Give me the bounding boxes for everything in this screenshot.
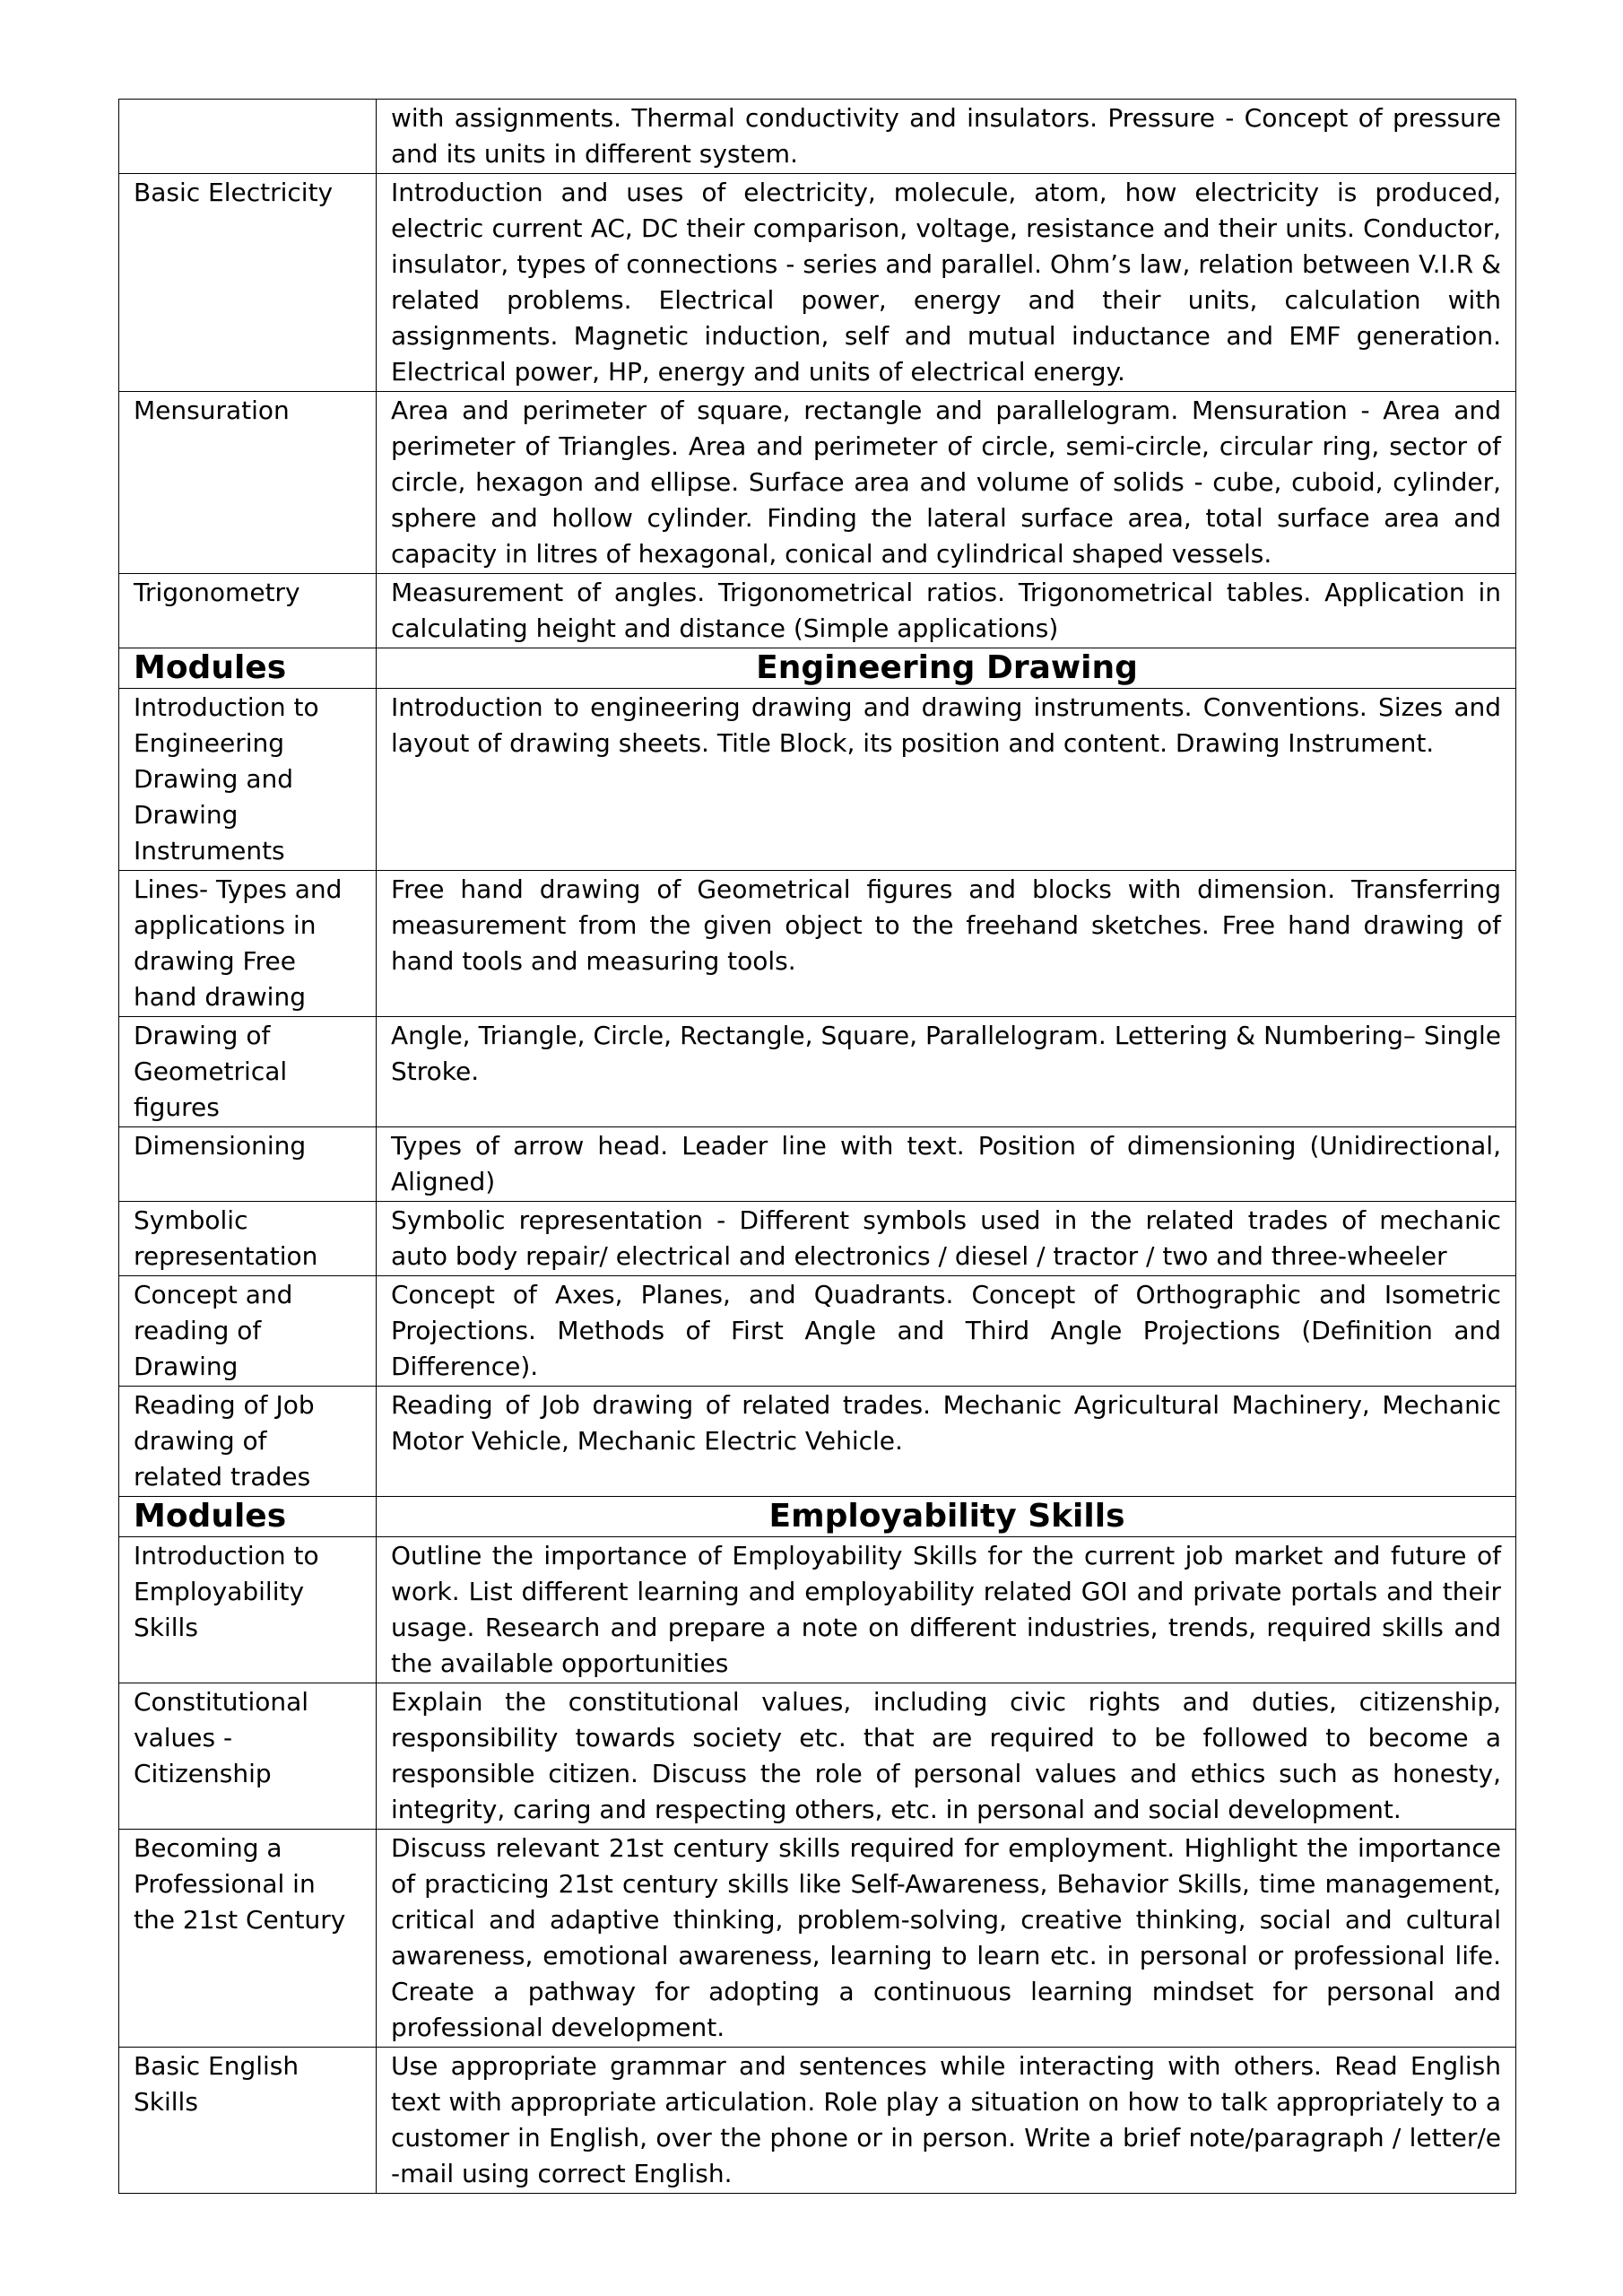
section-title-cell: Engineering Drawing [377,648,1516,689]
table-row [119,1127,1516,1202]
module-name-cell: Drawing of Geometrical figures [119,1017,377,1127]
syllabus-table [118,99,1516,2194]
table-row [119,1017,1516,1127]
table-row [119,871,1516,1017]
module-name-cell: Introduction to Employability Skills [119,1537,377,1683]
section-header-row [119,648,1516,689]
section-title-cell: Employability Skills [377,1497,1516,1537]
table-row [119,174,1516,392]
module-description-cell: with assignments. Thermal conductivity and insulators. Pressure - Concept of pressure and its units in different system. [377,100,1516,174]
module-name-cell: Trigonometry [119,574,377,648]
module-description-cell: Use appropriate grammar and sentences while interacting with others. Read English text with appropriate articulation. Role play a situation on how to talk appropriately to a customer in English, over the phone or in person. Write a brief note/paragraph / letter/e -mail using correct English. [377,2048,1516,2194]
section-header-row [119,1497,1516,1537]
module-name-cell: Basic English Skills [119,2048,377,2194]
module-description-cell: Symbolic representation - Different symbols used in the related trades of mechanic auto body repair/ electrical and electronics / diesel / tractor / two and three-wheeler [377,1202,1516,1276]
module-description-cell: Discuss relevant 21st century skills required for employment. Highlight the importance of practicing 21st century skills like Self-Awareness, Behavior Skills, time management, critical and adaptive thinking, problem-solving, creative thinking, social and cultural awareness, emotional awareness, learning to learn etc. in personal or professional life. Create a pathway for adopting a continuous learning mindset for personal and professional development. [377,1830,1516,2048]
table-row [119,2048,1516,2194]
module-description-cell: Area and perimeter of square, rectangle and parallelogram. Mensuration - Area and perimeter of Triangles. Area and perimeter of circle, semi-circle, circular ring, sector of circle, hexagon and ellipse. Surface area and volume of solids - cube, cuboid, cylinder, sphere and hollow cylinder. Finding the lateral surface area, total surface area and capacity in litres of hexagonal, conical and cylindrical shaped vessels. [377,392,1516,574]
module-name-cell: Basic Electricity [119,174,377,392]
table-row [119,1830,1516,2048]
table-row [119,1537,1516,1683]
table-row [119,392,1516,574]
module-name-cell: Introduction to Engineering Drawing and Drawing Instruments [119,689,377,871]
module-description-cell: Types of arrow head. Leader line with text. Position of dimensioning (Unidirectional, Aligned) [377,1127,1516,1202]
table-row [119,1202,1516,1276]
module-name-cell: Constitutional values - Citizenship [119,1683,377,1830]
module-description-cell: Free hand drawing of Geometrical figures and blocks with dimension. Transferring measurement from the given object to the freehand sketches. Free hand drawing of hand tools and measuring tools. [377,871,1516,1017]
module-description-cell: Reading of Job drawing of related trades. Mechanic Agricultural Machinery, Mechanic Motor Vehicle, Mechanic Electric Vehicle. [377,1387,1516,1497]
modules-header-cell: Modules [119,648,377,689]
module-name-cell: Symbolic representation [119,1202,377,1276]
module-name-cell: Mensuration [119,392,377,574]
table-row [119,574,1516,648]
module-name-cell: Dimensioning [119,1127,377,1202]
module-description-cell: Measurement of angles. Trigonometrical ratios. Trigonometrical tables. Application in calculating height and distance (Simple applications) [377,574,1516,648]
modules-header-cell: Modules [119,1497,377,1537]
module-name-cell [119,100,377,174]
module-description-cell: Introduction and uses of electricity, molecule, atom, how electricity is produced, electric current AC, DC their comparison, voltage, resistance and their units. Conductor, insulator, types of connections - series and parallel. Ohm’s law, relation between V.I.R & related problems. Electrical power, energy and their units, calculation with assignments. Magnetic induction, self and mutual inductance and EMF generation. Electrical power, HP, energy and units of electrical energy. [377,174,1516,392]
table-row [119,1276,1516,1387]
module-description-cell: Introduction to engineering drawing and drawing instruments. Conventions. Sizes and layout of drawing sheets. Title Block, its position and content. Drawing Instrument. [377,689,1516,871]
table-row [119,1683,1516,1830]
module-description-cell: Angle, Triangle, Circle, Rectangle, Square, Parallelogram. Lettering & Numbering– Single Stroke. [377,1017,1516,1127]
table-row [119,689,1516,871]
table-row [119,1387,1516,1497]
module-description-cell: Outline the importance of Employability Skills for the current job market and future of work. List different learning and employability related GOI and private portals and their usage. Research and prepare a note on different industries, trends, required skills and the available opportunities [377,1537,1516,1683]
module-name-cell: Lines- Types and applications in drawing Free hand drawing [119,871,377,1017]
module-description-cell: Explain the constitutional values, including civic rights and duties, citizenship, responsibility towards society etc. that are required to be followed to become a responsible citizen. Discuss the role of personal values and ethics such as honesty, integrity, caring and respecting others, etc. in personal and social development. [377,1683,1516,1830]
module-description-cell: Concept of Axes, Planes, and Quadrants. Concept of Orthographic and Isometric Projections. Methods of First Angle and Third Angle Projections (Definition and Difference). [377,1276,1516,1387]
table-row [119,100,1516,174]
module-name-cell: Reading of Job drawing of related trades [119,1387,377,1497]
module-name-cell: Concept and reading of Drawing [119,1276,377,1387]
module-name-cell: Becoming a Professional in the 21st Century [119,1830,377,2048]
